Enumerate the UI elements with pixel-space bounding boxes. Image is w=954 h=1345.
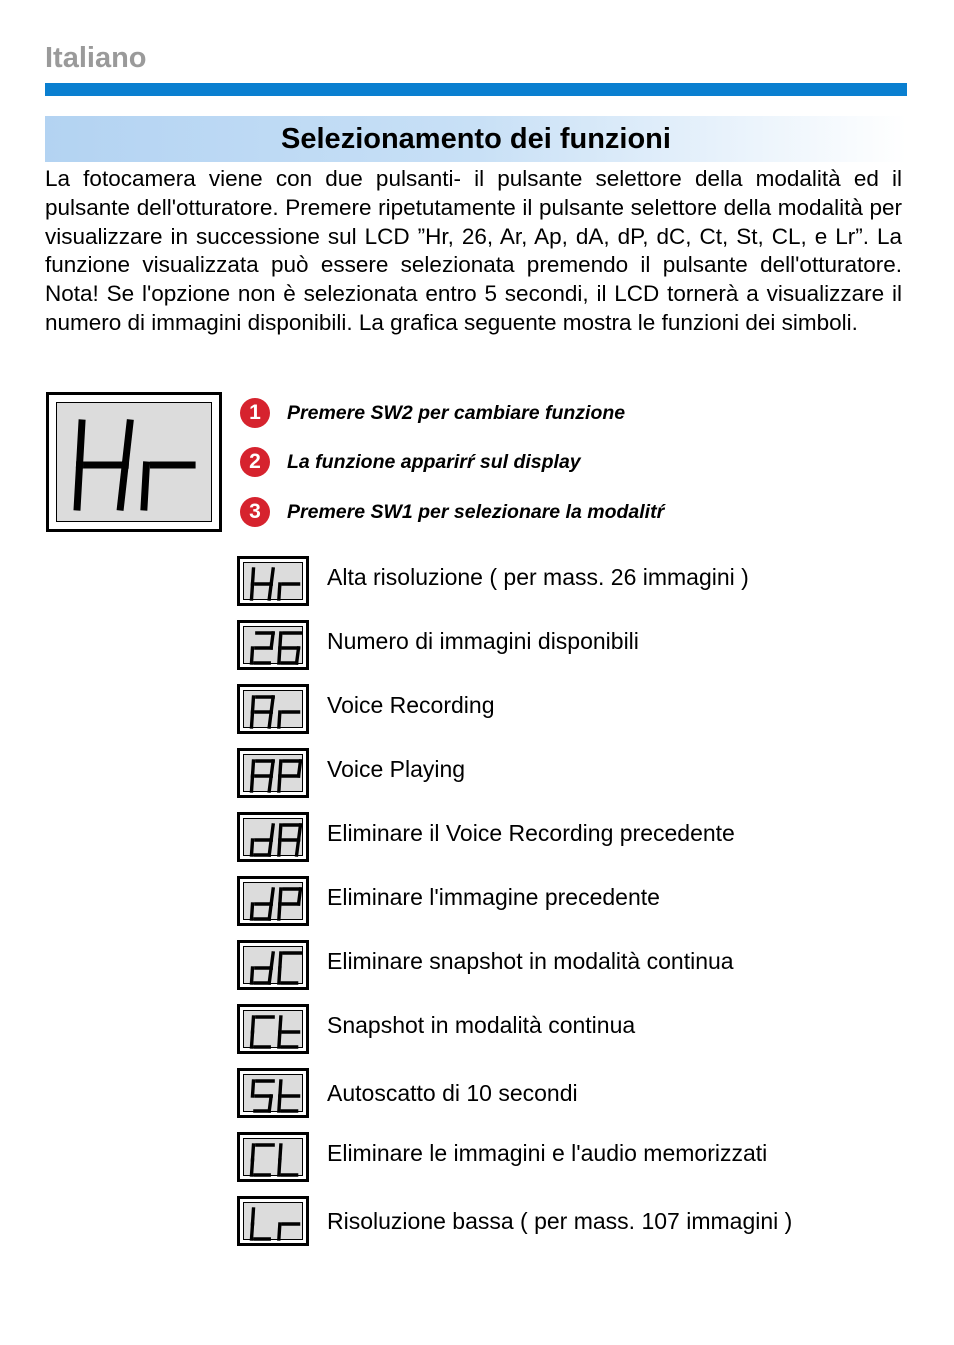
header-rule bbox=[45, 83, 907, 96]
lcd-glyphs bbox=[240, 1071, 312, 1121]
lcd-segment bbox=[269, 776, 271, 791]
function-label: Eliminare il Voice Recording precedente bbox=[327, 820, 735, 846]
lcd-segment bbox=[252, 840, 253, 855]
lcd-segment bbox=[252, 584, 253, 599]
lcd-segment bbox=[297, 648, 299, 663]
lcd-segment bbox=[252, 776, 253, 791]
function-row-ar bbox=[237, 684, 897, 734]
lcd-segment bbox=[280, 633, 281, 648]
intro-paragraph: La fotocamera viene con due pulsanti- il pulsante selettore della modalità ed il pulsante dell'otturatore. Premere ripetutamente il pulsante selettore della modalità per visualizzare in successione sul LCD ”Hr, 26, Ar, Ap, dA, dP, dC, Ct, St, CL, e Lr”. La funzione visualizzata può essere selezionata premendo il pulsante dell'otturatore. Nota! Se l'opzione non è selezionata entro 5 secondi, il LCD tornerà a visualizzare il numero di immagini disponibili. La grafica seguente mostra le funzioni dei simboli. bbox=[45, 166, 902, 335]
lcd-glyphs-large bbox=[49, 395, 225, 535]
function-row-st bbox=[237, 1068, 897, 1118]
lcd-segment bbox=[252, 904, 253, 919]
lcd-icon bbox=[237, 1196, 309, 1246]
lcd-segment bbox=[279, 1224, 280, 1239]
function-row-dc bbox=[237, 940, 897, 990]
lcd-segment bbox=[144, 465, 146, 507]
lcd-segment bbox=[252, 761, 253, 776]
lcd-glyphs bbox=[240, 559, 312, 609]
lcd-segment bbox=[280, 953, 281, 968]
lcd-segment bbox=[269, 840, 271, 855]
lcd-glyphs bbox=[240, 1135, 312, 1185]
step-text: Premere SW2 per cambiare funzione bbox=[287, 402, 626, 424]
lcd-segment bbox=[279, 1160, 280, 1175]
function-label: Eliminare snapshot in modalità continua bbox=[327, 948, 734, 974]
lcd-segment bbox=[279, 968, 280, 983]
lcd-segment bbox=[271, 569, 273, 584]
function-row-hr bbox=[237, 556, 897, 606]
function-row-lr bbox=[237, 1196, 897, 1246]
lcd-glyphs bbox=[240, 623, 312, 673]
lcd-segment bbox=[299, 761, 301, 776]
lcd-segment bbox=[279, 584, 280, 599]
lcd-segment bbox=[252, 569, 253, 584]
function-label: Eliminare le immagini e l'audio memorizzati bbox=[327, 1140, 768, 1166]
lcd-glyphs bbox=[240, 879, 312, 929]
lcd-segment bbox=[280, 889, 281, 904]
lcd-segment bbox=[280, 825, 281, 840]
lcd-segment bbox=[271, 825, 273, 840]
lcd-segment bbox=[125, 423, 130, 465]
lcd-segment bbox=[297, 840, 299, 855]
function-row-da bbox=[237, 812, 897, 862]
lcd-segment bbox=[271, 953, 273, 968]
lcd-segment bbox=[269, 584, 271, 599]
lcd-segment bbox=[271, 697, 273, 712]
lcd-glyphs bbox=[240, 1007, 312, 1057]
function-row-ct bbox=[237, 1004, 897, 1054]
lcd-segment bbox=[252, 1017, 253, 1032]
lcd-segment bbox=[279, 1096, 280, 1111]
lcd-segment bbox=[279, 648, 280, 663]
lcd-segment bbox=[279, 904, 280, 919]
lcd-segment bbox=[299, 889, 301, 904]
lcd-display-large bbox=[46, 392, 222, 532]
step-3 bbox=[240, 497, 840, 527]
lcd-glyphs bbox=[240, 751, 312, 801]
lcd-segment bbox=[252, 968, 253, 983]
lcd-segment bbox=[280, 1145, 281, 1160]
function-label: Numero di immagini disponibili bbox=[327, 628, 639, 654]
language-title: Italiano bbox=[45, 42, 147, 74]
lcd-segment bbox=[252, 1081, 253, 1096]
lcd-segment bbox=[299, 825, 301, 840]
lcd-segment bbox=[252, 697, 253, 712]
lcd-segment bbox=[280, 1081, 281, 1096]
lcd-icon bbox=[237, 940, 309, 990]
lcd-segment bbox=[269, 1096, 271, 1111]
lcd-segment bbox=[252, 1224, 253, 1239]
lcd-glyphs bbox=[240, 1199, 312, 1249]
section-title: Selezionamento dei funzioni bbox=[281, 123, 671, 155]
function-label: Voice Playing bbox=[327, 756, 466, 782]
function-label: Eliminare l'immagine precedente bbox=[327, 884, 660, 910]
step-number-badge: 3 bbox=[240, 497, 270, 527]
lcd-segment bbox=[279, 840, 280, 855]
step-text: La funzione apparirŕ sul display bbox=[287, 451, 581, 473]
lcd-segment bbox=[279, 776, 280, 791]
lcd-icon bbox=[237, 876, 309, 926]
lcd-segment bbox=[279, 1032, 280, 1047]
function-label: Alta risoluzione ( per mass. 26 immagini ) bbox=[327, 564, 749, 590]
lcd-segment bbox=[252, 1209, 253, 1224]
step-number-badge: 1 bbox=[240, 398, 270, 428]
lcd-segment bbox=[252, 712, 253, 727]
lcd-icon bbox=[237, 556, 309, 606]
lcd-icon bbox=[237, 684, 309, 734]
lcd-segment bbox=[77, 465, 79, 507]
function-label: Risoluzione bassa ( per mass. 107 immagini ) bbox=[327, 1208, 793, 1234]
lcd-segment bbox=[252, 1032, 253, 1047]
lcd-segment bbox=[269, 968, 271, 983]
lcd-glyphs bbox=[240, 687, 312, 737]
step-number-badge: 2 bbox=[240, 447, 270, 477]
function-label: Autoscatto di 10 secondi bbox=[327, 1080, 578, 1106]
lcd-segment bbox=[252, 1145, 253, 1160]
lcd-segment bbox=[271, 633, 273, 648]
lcd-segment bbox=[252, 1160, 253, 1175]
function-row-cl bbox=[237, 1132, 897, 1182]
lcd-glyphs bbox=[240, 815, 312, 865]
lcd-segment bbox=[280, 1017, 281, 1032]
lcd-glyphs bbox=[240, 943, 312, 993]
lcd-icon bbox=[237, 620, 309, 670]
lcd-segment bbox=[271, 761, 273, 776]
lcd-icon bbox=[237, 1004, 309, 1054]
step-2 bbox=[240, 447, 840, 477]
function-row-dp bbox=[237, 876, 897, 926]
function-row-26 bbox=[237, 620, 897, 670]
lcd-icon bbox=[237, 1068, 309, 1118]
lcd-icon bbox=[237, 812, 309, 862]
function-row-ap bbox=[237, 748, 897, 798]
lcd-segment bbox=[80, 423, 82, 465]
lcd-icon bbox=[237, 748, 309, 798]
function-label: Voice Recording bbox=[327, 692, 495, 718]
lcd-icon bbox=[237, 1132, 309, 1182]
lcd-segment bbox=[252, 648, 253, 663]
step-text: Premere SW1 per selezionare la modalitŕ bbox=[287, 501, 665, 523]
lcd-segment bbox=[279, 712, 280, 727]
lcd-segment bbox=[120, 465, 125, 507]
lcd-segment bbox=[271, 889, 273, 904]
lcd-segment bbox=[280, 761, 281, 776]
step-1 bbox=[240, 398, 840, 428]
lcd-segment bbox=[269, 712, 271, 727]
lcd-segment bbox=[269, 904, 271, 919]
function-label: Snapshot in modalità continua bbox=[327, 1012, 636, 1038]
